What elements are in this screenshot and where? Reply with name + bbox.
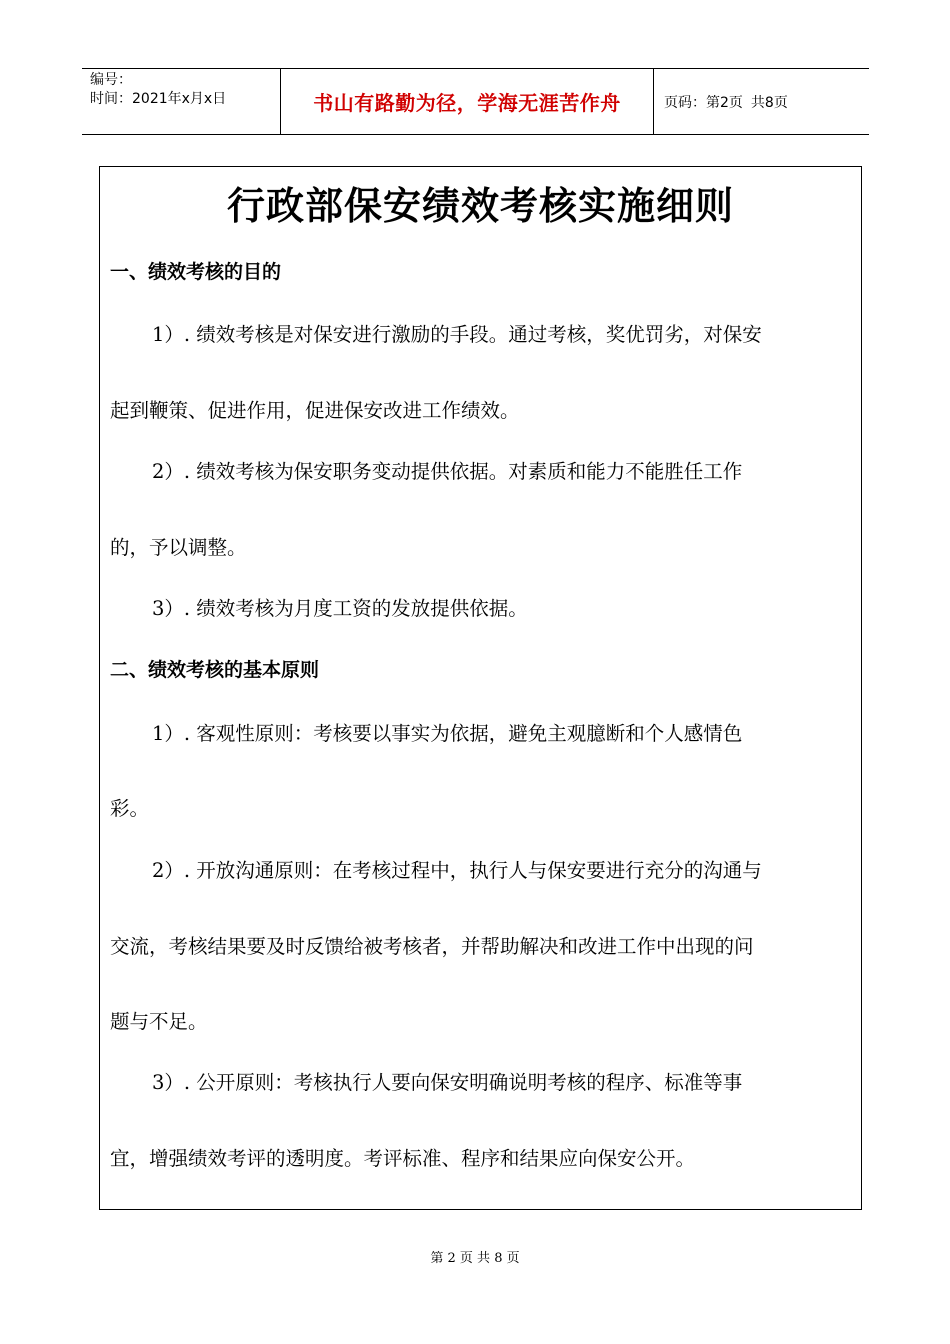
s1-p2-line1: 2）. 绩效考核为保安职务变动提供依据。对素质和能力不能胜任工作 (152, 460, 743, 483)
s2-p2-line3: 题与不足。 (110, 1010, 208, 1033)
s2-p3-line1: 3）. 公开原则：考核执行人要向保安明确说明考核的程序、标准等事 (152, 1071, 743, 1094)
header-page-total: 共8页 (750, 94, 788, 111)
document-body (99, 166, 862, 1210)
s1-p1-line1: 1）. 绩效考核是对保安进行激励的手段。通过考核，奖优罚劣，对保安 (152, 323, 762, 346)
header-number-label: 编号： (90, 72, 132, 88)
section2-heading: 二、绩效考核的基本原则 (110, 659, 320, 681)
header-time-label: 时间：2021年x月x日 (90, 91, 227, 107)
header-page-current: 页码：第2页 (664, 94, 743, 111)
s2-p1-line1: 1）. 客观性原则：考核要以事实为依据，避免主观臆断和个人感情色 (152, 722, 743, 745)
s1-p2-line2: 的，予以调整。 (110, 536, 247, 559)
page-header (82, 68, 869, 135)
section1-heading: 一、绩效考核的目的 (110, 261, 282, 283)
s2-p2-line1: 2）. 开放沟通原则：在考核过程中，执行人与保安要进行充分的沟通与 (152, 859, 762, 882)
s2-p3-line2: 宜，增强绩效考评的透明度。考评标准、程序和结果应向保安公开。 (110, 1147, 696, 1170)
s2-p1-line2: 彩。 (110, 797, 150, 820)
header-page-cell (654, 69, 869, 134)
s1-p1-line2: 起到鞭策、促进作用，促进保安改进工作绩效。 (110, 399, 520, 422)
header-motto: 书山有路勤为径，学海无涯苦作舟 (313, 91, 621, 115)
s2-p2-line2: 交流，考核结果要及时反馈给被考核者，并帮助解决和改进工作中出现的问 (110, 935, 754, 958)
footer-page-number: 第 2 页 共 8 页 (430, 1251, 520, 1266)
header-motto-cell (281, 69, 654, 134)
header-meta-cell (82, 69, 281, 134)
s1-p3-line1: 3）. 绩效考核为月度工资的发放提供依据。 (152, 597, 528, 620)
page-footer (0, 1247, 950, 1266)
document-title: 行政部保安绩效考核实施细则 (226, 184, 734, 228)
